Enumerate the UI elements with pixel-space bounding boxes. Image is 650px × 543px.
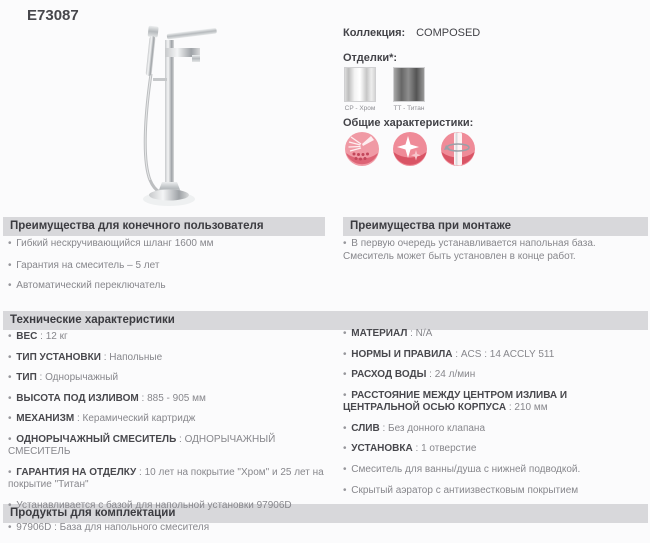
bullet-dot: • xyxy=(8,413,15,424)
spec-label: РАССТОЯНИЕ МЕЖДУ ЦЕНТРОМ ИЗЛИВА И ЦЕНТРАЛЬНОЙ ОСЬЮ КОРПУСА xyxy=(343,389,568,413)
list-item xyxy=(8,260,323,273)
bullet-text: Автоматический переключатель xyxy=(16,280,166,291)
bullet-dot: • xyxy=(343,422,350,434)
spec-value: : Керамический картридж xyxy=(74,413,196,424)
list-item xyxy=(343,349,645,362)
bullet-text: 97906D : База для напольного смесителя xyxy=(16,522,210,533)
bullet-text: В первую очередь устанавливается напольная база. Смеситель может быть установлен в конце работ. xyxy=(343,238,596,262)
list-item xyxy=(8,434,330,459)
list-item xyxy=(343,485,645,498)
bullet-dot: • xyxy=(8,433,15,445)
chrome-swatch xyxy=(344,67,376,102)
list-item xyxy=(8,393,330,406)
bullet-dot: • xyxy=(343,369,350,380)
freestanding-mixer-illustration xyxy=(115,12,240,217)
bullet-dot: • xyxy=(343,238,350,249)
spec-label: НОРМЫ И ПРАВИЛА xyxy=(351,348,453,360)
section-header-accessories: Продукты для комплектации xyxy=(3,504,648,523)
general-characteristics-title: Общие характеристики: xyxy=(343,117,474,129)
titanium-swatch xyxy=(393,67,425,102)
finishes-title: Отделки*: xyxy=(343,52,398,64)
user-benefits-list xyxy=(8,238,323,301)
collection-label: Коллекция: xyxy=(343,27,406,39)
finish-titanium xyxy=(393,67,425,112)
spec-value: : 1 отверстие xyxy=(412,443,477,454)
bullet-dot: • xyxy=(343,485,350,496)
list-item xyxy=(8,467,330,492)
bullet-dot: • xyxy=(8,466,15,478)
list-item xyxy=(8,522,628,535)
finish-chrome xyxy=(344,67,376,112)
list-item xyxy=(343,238,644,263)
collection-value: COMPOSED xyxy=(416,27,481,39)
section-header-user-benefits: Преимущества для конечного пользователя xyxy=(3,217,325,236)
spec-label: ТИП УСТАНОВКИ xyxy=(16,351,101,363)
list-item xyxy=(8,331,330,344)
bullet-text: Устанавливается с базой для напольной установки 97906D xyxy=(16,499,292,511)
spec-label: ВЫСОТА ПОД ИЗЛИВОМ xyxy=(16,392,139,404)
spec-label: ТИП xyxy=(16,372,37,383)
list-item xyxy=(8,280,323,293)
bullet-dot: • xyxy=(343,463,350,475)
shine-easy-clean-icon xyxy=(392,131,428,167)
anti-limescale-icon xyxy=(344,131,380,167)
bullet-dot: • xyxy=(343,328,350,339)
list-item xyxy=(343,328,645,341)
spec-value: : 24 л/мин xyxy=(426,369,476,380)
list-item xyxy=(343,423,645,436)
bullet-dot: • xyxy=(8,522,15,533)
finishes-swatches xyxy=(344,67,425,112)
swivel-spout-icon xyxy=(440,131,476,167)
bullet-text: Гибкий нескручивающийся шланг 1600 мм xyxy=(16,238,214,249)
general-characteristics-icons xyxy=(344,131,476,167)
list-item xyxy=(8,352,330,365)
product-image xyxy=(115,12,240,222)
bullet-text: Гарантия на смеситель – 5 лет xyxy=(16,259,160,271)
spec-value: : N/A xyxy=(407,328,433,339)
spec-label: ОДНОРЫЧАЖНЫЙ СМЕСИТЕЛЬ xyxy=(16,433,177,445)
spec-label: МАТЕРИАЛ xyxy=(351,328,408,339)
spec-value: : Напольные xyxy=(100,351,163,363)
titanium-swatch-label: TT - Титан xyxy=(393,105,425,112)
list-item xyxy=(343,443,645,456)
spec-value: : 885 - 905 мм xyxy=(138,392,206,404)
bullet-text: Скрытый аэратор с антиизвестковым покрытием xyxy=(351,485,579,496)
technical-specs-right-list xyxy=(343,328,645,506)
spec-label: УСТАНОВКА xyxy=(351,443,413,454)
bullet-dot: • xyxy=(8,351,15,363)
bullet-text: Смеситель для ванны/душа с нижней подводкой. xyxy=(351,463,581,475)
spec-label: СЛИВ xyxy=(351,422,380,434)
accessories-list xyxy=(8,522,628,543)
bullet-dot: • xyxy=(8,280,15,291)
bullet-dot: • xyxy=(343,348,350,360)
bullet-dot: • xyxy=(8,259,15,271)
spec-value: : Без донного клапана xyxy=(379,422,486,434)
spec-value: : ACS : 14 ACCLY 511 xyxy=(452,348,555,360)
spec-label: РАСХОД ВОДЫ xyxy=(351,369,427,380)
bullet-dot: • xyxy=(8,392,15,404)
list-item xyxy=(343,390,645,415)
collection-row xyxy=(343,27,480,39)
chrome-swatch-label: CP - Хром xyxy=(344,105,376,112)
installation-benefits-list xyxy=(343,238,644,271)
list-item xyxy=(343,464,645,477)
list-item xyxy=(8,238,323,251)
bullet-dot: • xyxy=(343,443,350,454)
product-code: E73087 xyxy=(27,7,79,24)
technical-specs-left-list xyxy=(8,331,330,520)
spec-value: : 12 кг xyxy=(37,331,68,342)
list-item xyxy=(8,413,330,426)
section-header-installation-benefits: Преимущества при монтаже xyxy=(343,217,648,236)
list-item xyxy=(343,369,645,382)
bullet-dot: • xyxy=(8,331,15,342)
spec-value: : 210 мм xyxy=(506,402,548,413)
spec-value: : ОДНОРЫЧАЖНЫЙ СМЕСИТЕЛЬ xyxy=(8,433,276,457)
spec-label: ВЕС xyxy=(16,331,38,342)
list-item xyxy=(8,500,330,513)
bullet-dot: • xyxy=(8,238,15,249)
bullet-dot: • xyxy=(8,372,15,383)
spec-label: МЕХАНИЗМ xyxy=(16,413,75,424)
list-item xyxy=(8,372,330,385)
spec-value: : 10 лет на покрытие "Хром" и 25 лет на покрытие "Титан" xyxy=(8,466,324,490)
bullet-dot: • xyxy=(343,389,350,401)
spec-value: : Однорычажный xyxy=(36,372,119,383)
bullet-dot: • xyxy=(8,499,15,511)
section-header-technical: Технические характеристики xyxy=(3,311,648,330)
spec-label: ГАРАНТИЯ НА ОТДЕЛКУ xyxy=(16,466,137,478)
